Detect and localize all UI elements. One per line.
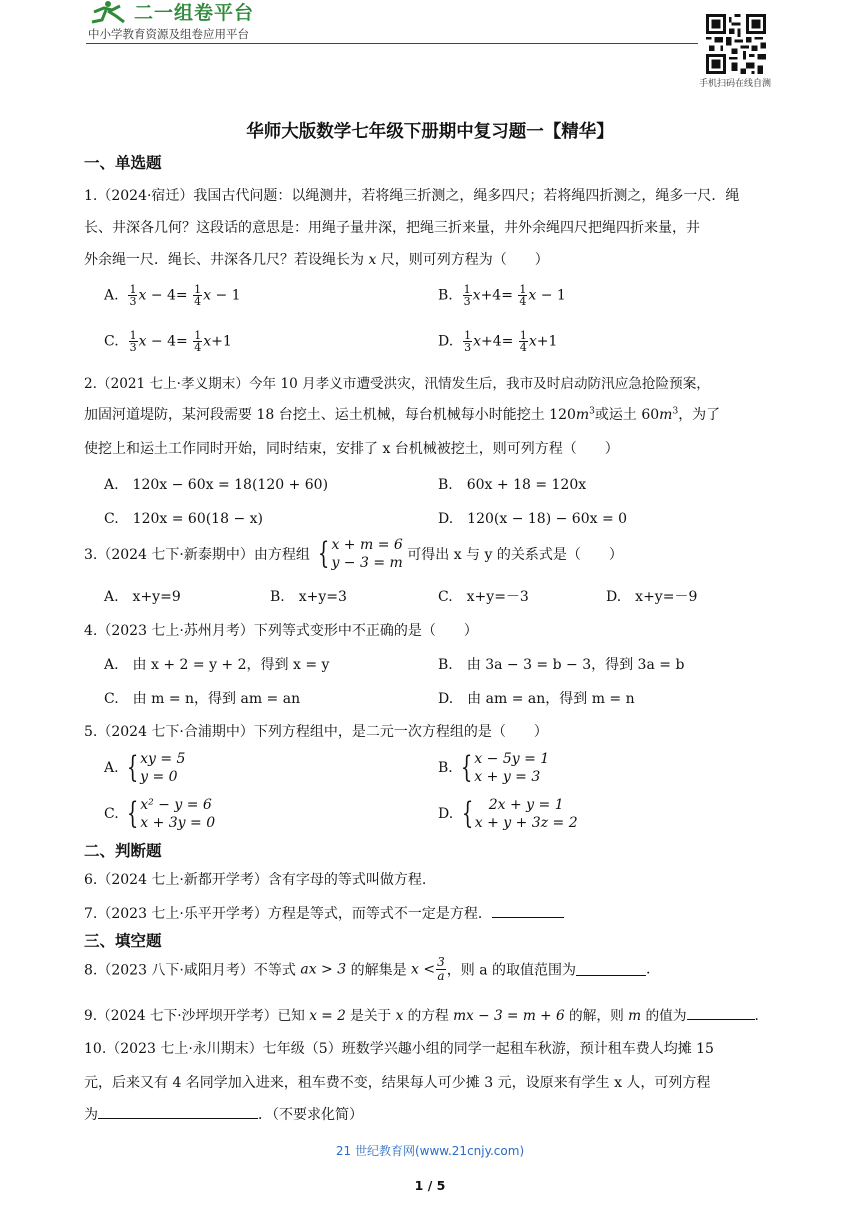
question-1-option-c[interactable]: C. $\frac{1}{3}$ x − 4= $\frac{1}{4}$ x+1 [104, 329, 232, 354]
question-2-option-d[interactable]: D. 120(x − 18) − 60x = 0 [438, 511, 628, 527]
question-2-line-1: 2.（2021 七上·孝义期末）今年 10 月孝义市遭受洪灾，汛情发生后，我市及时启动防汛应急抢险预案， [84, 376, 710, 392]
question-10-line-2: 元，后来又有 4 名同学加入进来，租车费不变，结果每人可少摊 3 元，设原来有学生 x 人，可列方程 [84, 1075, 711, 1091]
qr-code-icon[interactable] [706, 14, 766, 74]
header-divider [86, 43, 698, 44]
page-number: 1 / 5 [414, 1178, 446, 1193]
question-5-option-c[interactable]: C. { x² − y = 6 x + 3y = 0 [104, 796, 216, 831]
header-caption: 中小学教育资源及组卷应用平台 [88, 27, 249, 41]
question-1-line-3: 外余绳一尺．绳长、井深各几尺？若设绳长为 x 尺，则可列方程为（ ） [84, 252, 549, 268]
question-1-option-d[interactable]: D. $\frac{1}{3}$ x+4= $\frac{1}{4}$ x+1 [438, 329, 558, 354]
question-2-option-b[interactable]: B. 60x + 18 = 120x [438, 477, 587, 493]
question-3-option-a[interactable]: A. x+y=9 [104, 589, 181, 605]
question-9: 9.（2024 七下·沙坪坝开学考）已知 x = 2 是关于 x 的方程 mx − 3 = m + 6 的解，则 m 的值为 . [84, 1008, 759, 1024]
qr-caption: 手机扫码在线自测 [699, 79, 772, 89]
question-3-stem: 3.（2024 七下·新泰期中）由方程组 { x + m = 6 y − 3 = m 可得出 x 与 y 的关系式是（ ） [84, 536, 623, 571]
question-1-line-2: 长、井深各几何？这段话的意思是：用绳子量井深，把绳三折来量，井外余绳四尺把绳四折来量，井 [84, 220, 700, 236]
question-1-option-a[interactable]: A. $\frac{1}{3}$ x − 4= $\frac{1}{4}$ x − 1 [104, 283, 241, 308]
question-10-line-3: 为 ．（不要求化简） [84, 1107, 363, 1123]
answer-blank-q8[interactable] [576, 963, 646, 976]
question-1-option-b[interactable]: B. $\frac{1}{3}$ x+4= $\frac{1}{4}$ x − 1 [438, 283, 566, 308]
question-3-option-c[interactable]: C. x+y=－3 [438, 589, 529, 605]
question-4-option-a[interactable]: A. 由 x + 2 = y + 2，得到 x = y [104, 657, 330, 673]
runner-logo-icon [86, 0, 130, 24]
question-3-option-b[interactable]: B. x+y=3 [270, 589, 347, 605]
question-5-stem: 5.（2024 七下·合浦期中）下列方程组中，是二元一次方程组的是（ ） [84, 724, 548, 740]
question-10-line-1: 10.（2023 七上·永川期末）七年级（5）班数学兴趣小组的同学一起租车秋游，预计租车费人均摊 15 [84, 1041, 714, 1057]
question-3-option-d[interactable]: D. x+y=－9 [606, 589, 698, 605]
question-1-line-1: 1.（2024·宿迁）我国古代问题：以绳测井，若将绳三折测之，绳多四尺；若将绳四折测之，绳多一尺．绳 [84, 188, 740, 204]
question-4-stem: 4.（2023 七上·苏州月考）下列等式变形中不正确的是（ ） [84, 623, 478, 639]
question-5-option-a[interactable]: A. { xy = 5 y = 0 [104, 750, 186, 785]
logo-text: 二一组卷平台 [134, 2, 255, 24]
section-heading-fill-in: 三、填空题 [84, 932, 162, 950]
question-7: 7.（2023 七上·乐平开学考）方程是等式，而等式不一定是方程． [84, 903, 564, 923]
section-heading-true-false: 二、判断题 [84, 842, 162, 860]
question-2-option-a[interactable]: A. 120x − 60x = 18(120 + 60) [104, 477, 329, 493]
answer-blank-q9[interactable] [687, 1007, 755, 1020]
question-5-option-b[interactable]: B. { x − 5y = 1 x + y = 3 [438, 750, 550, 785]
question-6: 6.（2024 七上·新都开学考）含有字母的等式叫做方程. [84, 872, 427, 888]
question-4-option-b[interactable]: B. 由 3a − 3 = b − 3，得到 3a = b [438, 657, 685, 673]
question-4-option-c[interactable]: C. 由 m = n，得到 am = an [104, 691, 301, 707]
section-heading-single-choice: 一、单选题 [84, 154, 162, 172]
document-title: 华师大版数学七年级下册期中复习题一【精华】 [246, 122, 614, 142]
question-5-option-d[interactable]: D. { 2x + y = 1 x + y + 3z = 2 [438, 796, 578, 831]
footer-source-link[interactable]: 21 世纪教育网(www.21cnjy.com) [335, 1144, 525, 1158]
question-2-line-2: 加固河道堤防，某河段需要 18 台挖土、运土机械，每台机械每小时能挖土 $120m^3$或运土 $60m^3$，为了 [84, 406, 721, 423]
answer-blank-q10[interactable] [98, 1106, 258, 1119]
answer-blank-q7[interactable] [492, 905, 564, 918]
question-2-line-3: 使挖上和运土工作同时开始，同时结束，安排了 x 台机械被挖土，则可列方程（ ） [84, 441, 619, 457]
question-4-option-d[interactable]: D. 由 am = an，得到 m = n [438, 691, 635, 707]
question-8: 8.（2023 八下·咸阳月考）不等式 ax > 3 的解集是 x < $\frac{3}{a}$ ，则 a 的取值范围为 . [84, 955, 651, 983]
question-2-option-c[interactable]: C. 120x = 60(18 − x) [104, 511, 263, 527]
page-header [0, 0, 860, 110]
site-logo [86, 0, 286, 26]
